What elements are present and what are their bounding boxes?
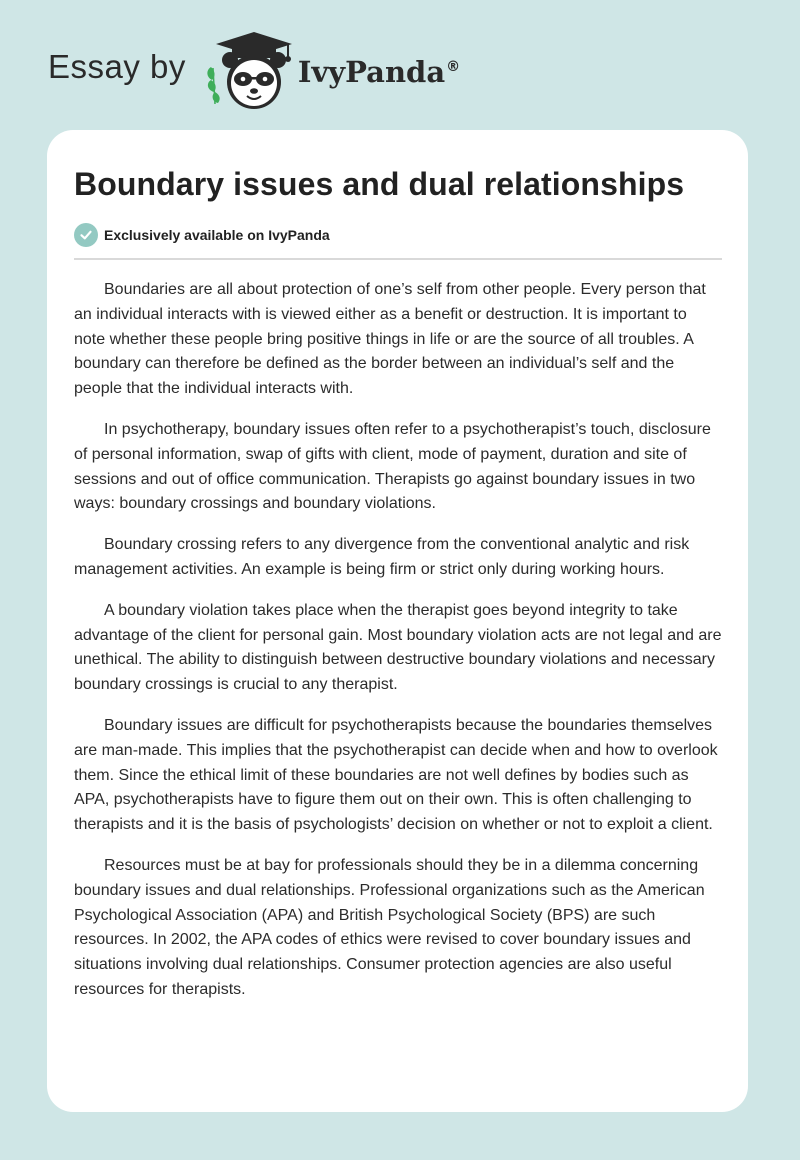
paragraph: Boundaries are all about protection of one’s self from other people. Every person that an individual interacts with is viewed either as a benefit or destruction. It is important to note whether these people bring positive things in life or are the source of all troubles. A boundary can therefore be defined as the border between an individual’s self and the people that the individual interacts with. — [74, 281, 706, 398]
exclusive-badge — [74, 222, 722, 248]
panda-logo-icon — [202, 30, 302, 110]
brand-name-text: IvyPanda — [297, 55, 446, 89]
divider — [74, 258, 722, 260]
brand-name — [298, 55, 460, 89]
registered-mark: ® — [446, 59, 461, 76]
page-title: Boundary issues and dual relationships — [74, 166, 685, 202]
checkmark-icon — [74, 223, 98, 247]
paragraph: In psychotherapy, boundary issues often refer to a psychotherapist’s touch, disclosure of personal information, swap of gifts with client, mode of payment, duration and site of sessions and out of office communication. Therapists go against boundary issues in two ways: boundary crossings and boundary violations. — [74, 420, 711, 513]
brand-prefix: Essay by — [48, 48, 186, 85]
paragraph: A boundary violation takes place when the therapist goes beyond integrity to take advantage of the client for personal gain. Most boundary violation acts are not legal and are unethical. The ability to distinguish between destructive boundary violations and necessary boundary crossings is crucial to any therapist. — [74, 601, 722, 694]
ivypanda-logo-link[interactable] — [202, 30, 460, 110]
paragraph: Boundary crossing refers to any divergence from the conventional analytic and risk management activities. An example is being firm or strict only during working hours. — [74, 536, 690, 578]
essay-card — [47, 130, 748, 1112]
site-header — [48, 30, 460, 110]
essay-body — [74, 278, 722, 1003]
paragraph: Resources must be at bay for professionals should they be in a dilemma concerning boundary issues and dual relationships. Professional organizations such as the American Psychological Association (APA) and British Psychological Society (BPS) are such resources. In 2002, the APA codes of ethics were revised to cover boundary issues and situations involving dual relationships. Consumer protection agencies are also useful resources for therapists. — [74, 856, 705, 998]
exclusive-label: Exclusively available on IvyPanda — [104, 227, 330, 243]
paragraph: Boundary issues are difficult for psychotherapists because the boundaries themselves are man-made. This implies that the psychotherapist can decide when and how to overlook them. Since the ethical limit of these boundaries are not well defines by bodies such as APA, psychotherapists have to figure them out on their own. This is often challenging to therapists and it is the basis of psychologists’ decision on whether or not to exploit a client. — [74, 716, 718, 834]
